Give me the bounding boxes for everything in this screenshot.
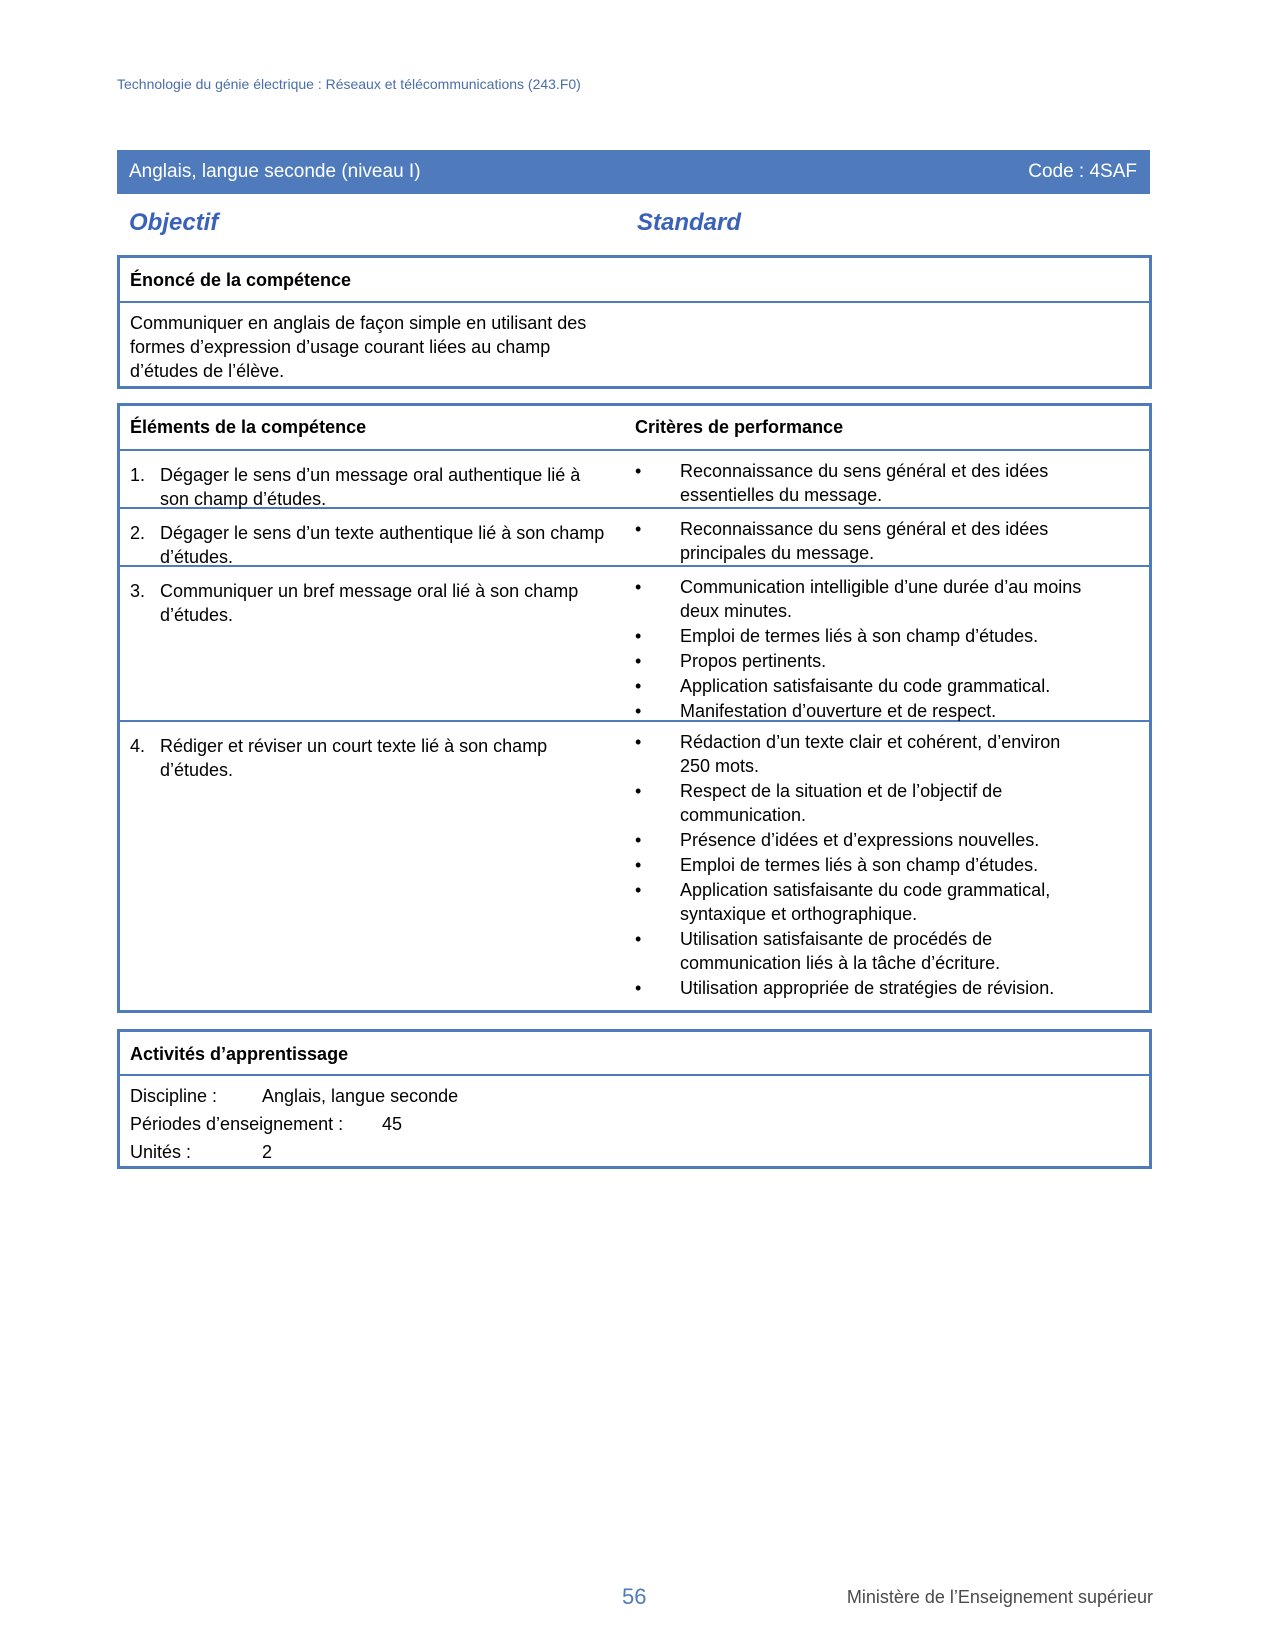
units-value: 2: [262, 1142, 273, 1162]
column-headers: [129, 209, 749, 237]
periods-line: [130, 1110, 1139, 1138]
element-cell: [130, 521, 610, 569]
objective-header: Objectif: [129, 209, 219, 236]
elements-column-header: Éléments de la compétence: [130, 417, 367, 437]
table-row: [120, 722, 1149, 1008]
periods-value: 45: [382, 1114, 403, 1134]
course-title: Anglais, langue seconde (niveau I): [129, 161, 421, 182]
element-text: Communiquer un bref message oral lié à son champ d’études.: [160, 581, 579, 625]
course-title-bar: [117, 150, 1150, 194]
competency-elements-table: [117, 403, 1152, 1013]
competency-statement-box: [117, 255, 1152, 389]
course-code: Code : 4SAF: [1028, 161, 1137, 182]
criteria-list: [635, 575, 1085, 724]
criteria-item: • Reconnaissance du sens général et des idées essentielles du message.: [635, 459, 1085, 507]
periods-label: Périodes d’enseignement :: [130, 1114, 344, 1134]
criteria-item: • Manifestation d’ouverture et de respect.: [635, 699, 1085, 723]
criteria-item: • Respect de la situation et de l’objectif de communication.: [635, 779, 1085, 827]
learning-activities-details: [120, 1076, 1149, 1172]
table-row: [120, 509, 1149, 567]
element-number: 2.: [130, 523, 146, 543]
units-line: [130, 1138, 1139, 1166]
elements-table-header: [120, 406, 1149, 451]
table-row: [120, 567, 1149, 722]
element-text: Dégager le sens d’un message oral authentique lié à son champ d’études.: [160, 465, 581, 509]
element-cell: [130, 734, 610, 782]
element-number: 3.: [130, 581, 146, 601]
standard-header: Standard: [637, 209, 742, 236]
element-cell: [130, 579, 610, 627]
element-text: Rédiger et réviser un court texte lié à son champ d’études.: [160, 736, 548, 780]
running-header: Technologie du génie électrique : Réseaux et télécommunications (243.F0): [117, 76, 581, 92]
criteria-item: • Communication intelligible d’une durée d’au moins deux minutes.: [635, 575, 1085, 623]
element-text: Dégager le sens d’un texte authentique lié à son champ d’études.: [160, 523, 605, 567]
units-label: Unités :: [130, 1142, 192, 1162]
competency-statement-heading: Énoncé de la compétence: [120, 258, 1149, 303]
criteria-list: [635, 517, 1085, 566]
competency-statement-text: Communiquer en anglais de façon simple en utilisant des formes d’expression d’usage courant liées au champ d’études de l’élève.: [130, 313, 587, 381]
criteria-item: • Application satisfaisante du code grammatical, syntaxique et orthographique.: [635, 878, 1085, 926]
criteria-item: • Application satisfaisante du code grammatical.: [635, 674, 1085, 698]
discipline-value: Anglais, langue seconde: [262, 1086, 459, 1106]
criteria-list: [635, 459, 1085, 508]
criteria-item: • Rédaction d’un texte clair et cohérent, d’environ 250 mots.: [635, 730, 1085, 778]
page-number: 56: [622, 1584, 647, 1609]
criteria-item: • Présence d’idées et d’expressions nouvelles.: [635, 828, 1085, 852]
criteria-list: [635, 730, 1085, 1001]
criteria-item: • Reconnaissance du sens général et des idées principales du message.: [635, 517, 1085, 565]
criteria-item: • Propos pertinents.: [635, 649, 1085, 673]
criteria-column-header: Critères de performance: [635, 417, 844, 437]
criteria-item: • Utilisation satisfaisante de procédés de communication liés à la tâche d’écriture.: [635, 927, 1085, 975]
learning-activities-heading: Activités d’apprentissage: [120, 1032, 1149, 1076]
element-number: 1.: [130, 465, 146, 485]
criteria-item: • Emploi de termes liés à son champ d’études.: [635, 853, 1085, 877]
criteria-item: • Utilisation appropriée de stratégies de révision.: [635, 976, 1085, 1000]
element-cell: [130, 463, 610, 511]
discipline-label: Discipline :: [130, 1086, 218, 1106]
learning-activities-box: [117, 1029, 1152, 1169]
discipline-line: [130, 1082, 1139, 1110]
criteria-item: • Emploi de termes liés à son champ d’études.: [635, 624, 1085, 648]
table-row: [120, 451, 1149, 509]
footer-ministry: Ministère de l’Enseignement supérieur: [846, 1587, 1153, 1607]
element-number: 4.: [130, 736, 146, 756]
